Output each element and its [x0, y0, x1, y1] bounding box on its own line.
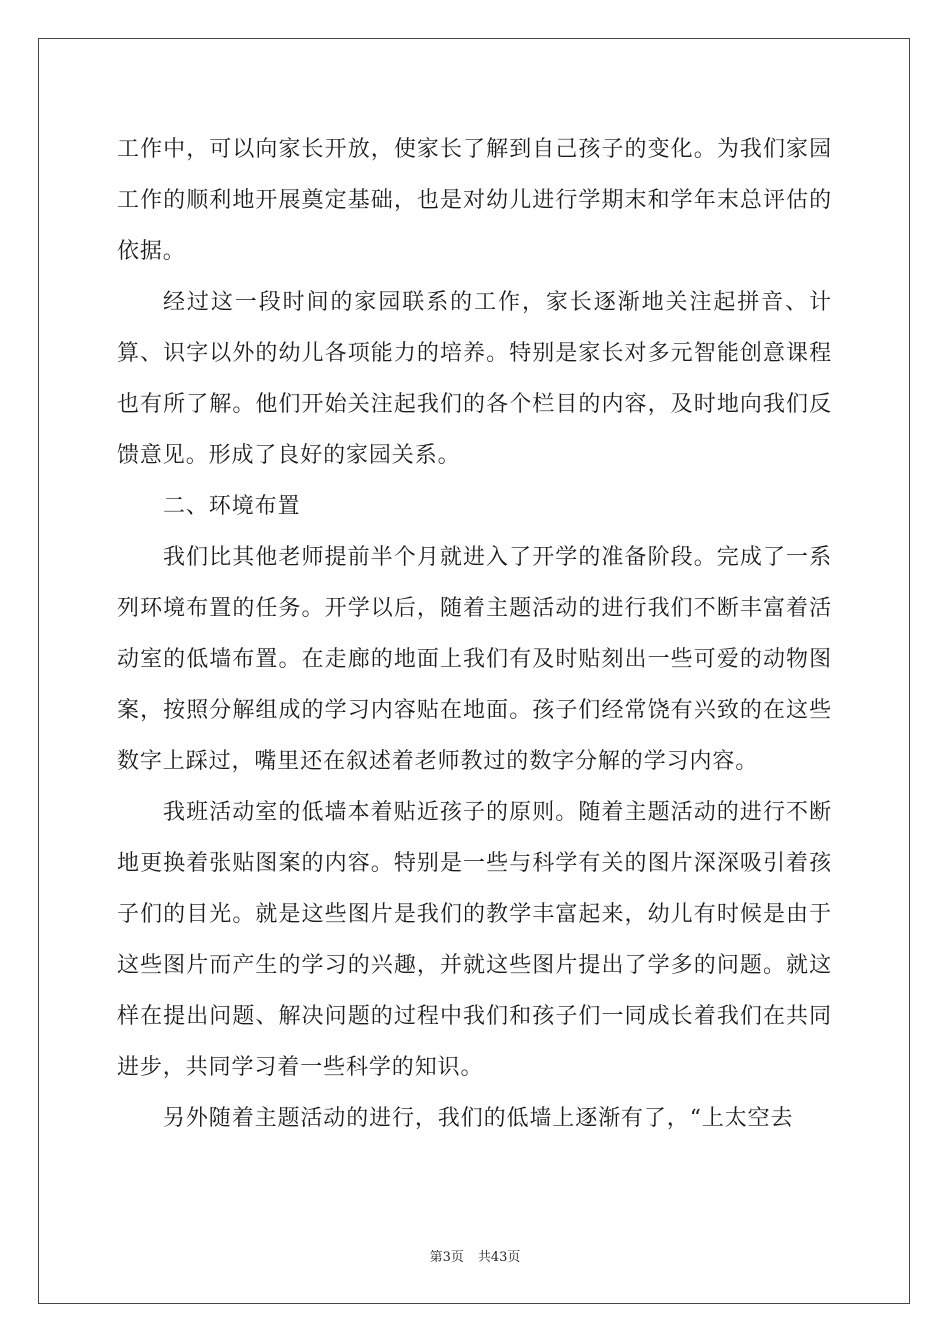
section-heading: 二、环境布置 — [163, 494, 301, 519]
document-body — [117, 124, 832, 1144]
paragraph-3: 我们比其他老师提前半个月就进入了开学的准备阶段。完成了一系列环境布置的任务。开学以后，随着主题活动的进行我们不断丰富着活动室的低墙布置。在走廊的地面上我们有及时贴刻出一些可爱的动物图案，按照分解组成的学习内容贴在地面。孩子们经常饶有兴致的在这些数字上踩过，嘴里还在叙述着老师教过的数字分解的学习内容。 — [117, 545, 832, 774]
paragraph-4: 我班活动室的低墙本着贴近孩子的原则。随着主题活动的进行不断地更换着张贴图案的内容。特别是一些与科学有关的图片深深吸引着孩子们的目光。就是这些图片是我们的教学丰富起来，幼儿有时候是由于这些图片而产生的学习的兴趣，并就这些图片提出了学多的问题。就这样在提出问题、解决问题的过程中我们和孩子们一同成长着我们在共同进步，共同学习着一些科学的知识。 — [117, 800, 832, 1080]
page-number: 第3页 — [429, 1250, 464, 1265]
page-footer — [0, 1246, 950, 1265]
paragraph-5: 另外随着主题活动的进行，我们的低墙上逐渐有了，“上太空去 — [163, 1106, 794, 1131]
paragraph-2: 经过这一段时间的家园联系的工作，家长逐渐地关注起拼音、计算、识字以外的幼儿各项能力的培养。特别是家长对多元智能创意课程也有所了解。他们开始关注起我们的各个栏目的内容，及时地向我们反馈意见。形成了良好的家园关系。 — [117, 290, 832, 468]
total-pages: 共43页 — [477, 1250, 521, 1265]
paragraph-1: 工作中，可以向家长开放，使家长了解到自己孩子的变化。为我们家园工作的顺利地开展奠定基础，也是对幼儿进行学期末和学年末总评估的依据。 — [117, 137, 832, 264]
